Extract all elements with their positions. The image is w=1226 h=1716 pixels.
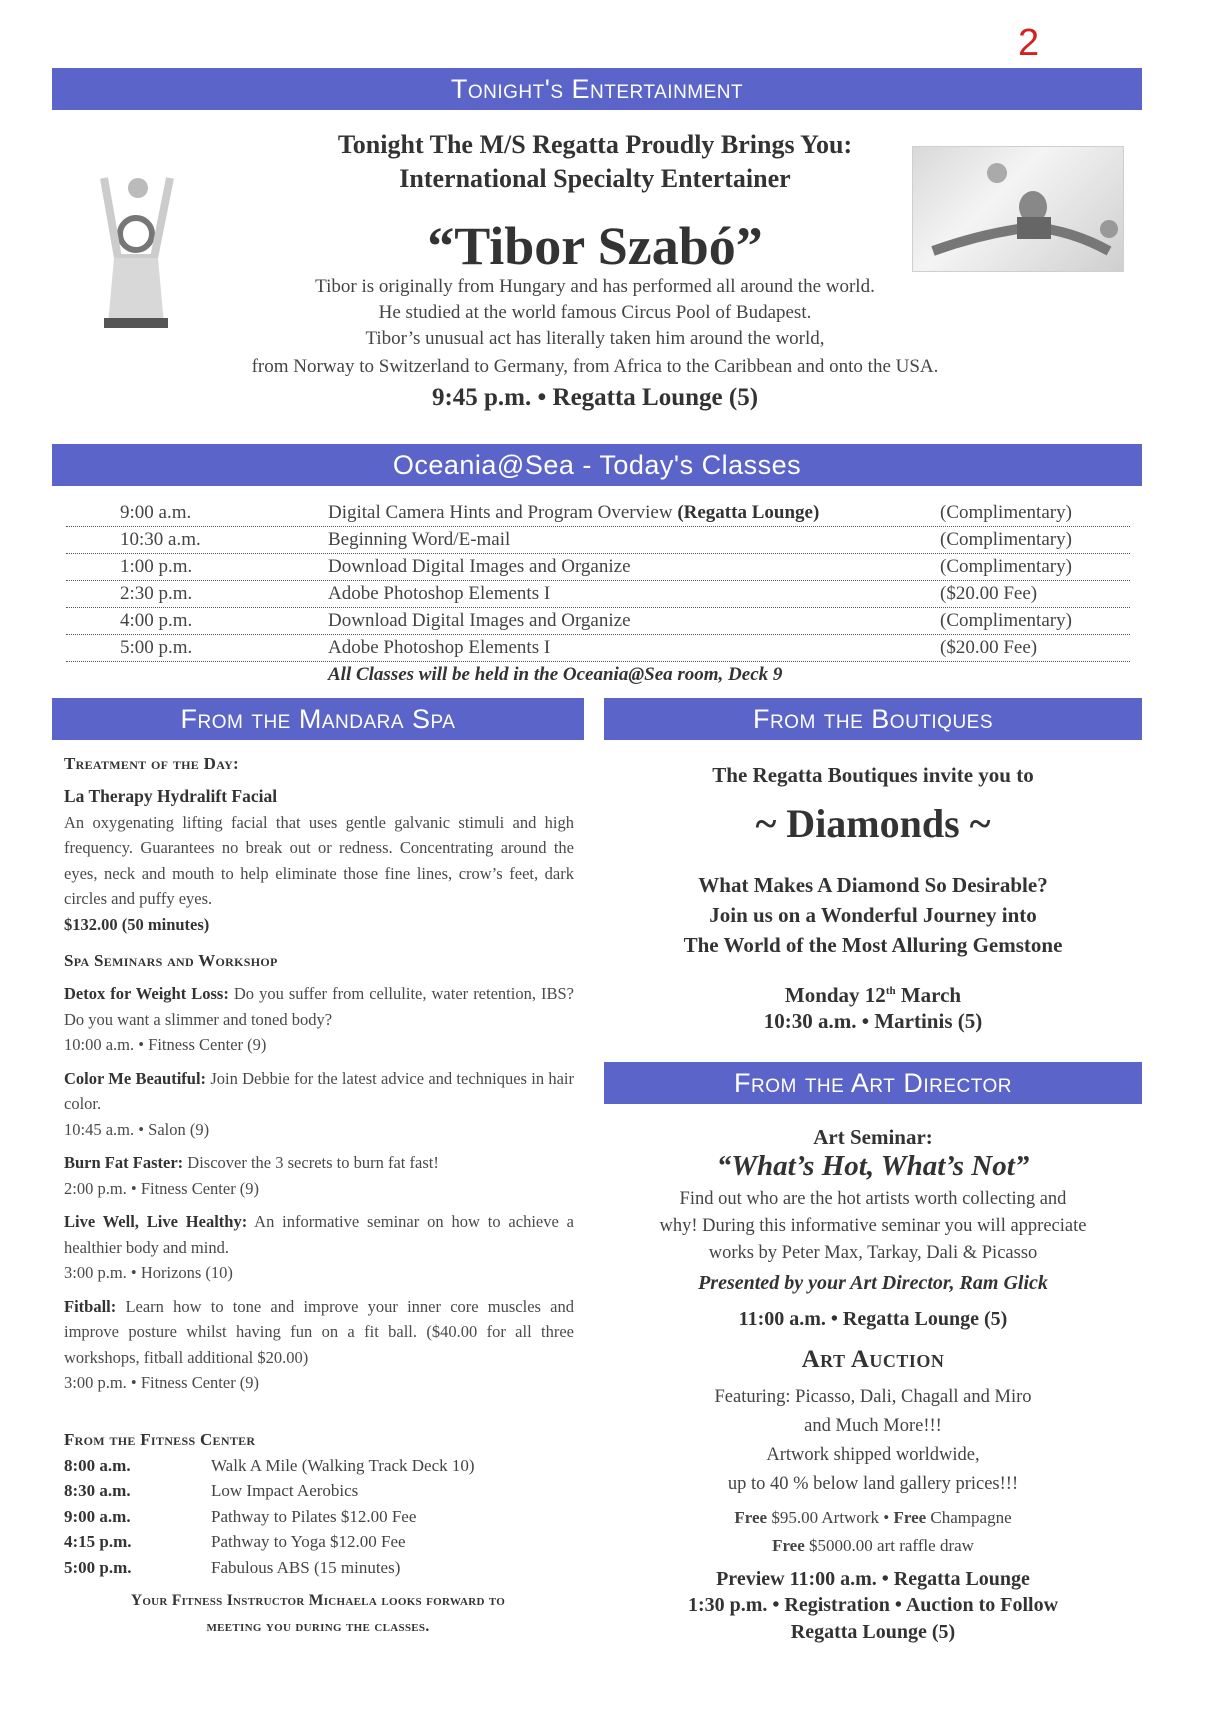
performer-bio-line: Tibor’s unusual act has literally taken him around the world,: [365, 328, 825, 349]
class-title: Adobe Photoshop Elements I: [328, 583, 551, 604]
page-number-mark: 2: [1018, 22, 1040, 64]
auction-line: and Much More!!!: [804, 1416, 942, 1436]
classes-header: Oceania@Sea - Today's Classes: [52, 444, 1142, 486]
seminar-item: [64, 981, 574, 1058]
art-seminar-label: Art Seminar:: [813, 1125, 933, 1149]
seminar-item: [64, 1066, 574, 1143]
class-fee: (Complimentary): [940, 529, 1072, 550]
fitness-heading: From the Fitness Center: [64, 1430, 256, 1449]
seminar-time: 2:00 p.m. • Fitness Center (9): [64, 1178, 260, 1198]
fitness-footer-line: meeting you during the classes.: [206, 1618, 430, 1635]
auction-free-offer: [604, 1504, 1142, 1531]
art-desc-line: works by Peter Max, Tarkay, Dali & Picasso: [708, 1243, 1038, 1263]
class-title: Beginning Word/E-mail: [328, 529, 511, 550]
free-champagne: Champagne: [926, 1508, 1012, 1527]
class-time: 1:00 p.m.: [120, 556, 193, 577]
fitness-row: [64, 1532, 564, 1557]
spa-header: From the Mandara Spa: [52, 698, 584, 740]
free-label: Free: [893, 1508, 927, 1527]
class-fee: ($20.00 Fee): [940, 583, 1038, 604]
seminars-heading: Spa Seminars and Workshop: [64, 951, 278, 970]
auction-location: Regatta Lounge (5): [790, 1621, 956, 1643]
class-fee: (Complimentary): [940, 502, 1072, 523]
art-desc-line: Find out who are the hot artists worth collecting and: [679, 1189, 1067, 1209]
seminar-label: Detox for Weight Loss:: [64, 984, 229, 1003]
seminar-desc: Discover the 3 secrets to burn fat fast!: [183, 1153, 439, 1172]
art-seminar-time: 11:00 a.m. • Regatta Lounge (5): [738, 1308, 1008, 1330]
free-label: Free: [772, 1536, 805, 1555]
free-label: Free: [734, 1508, 768, 1527]
class-title: Download Digital Images and Organize: [328, 556, 631, 577]
seminar-label: Fitball:: [64, 1296, 117, 1316]
boutiques-line: What Makes A Diamond So Desirable?: [698, 873, 1048, 897]
fitness-row: [64, 1481, 564, 1506]
fitness-row: [64, 1507, 564, 1532]
fitness-desc: Walk A Mile (Walking Track Deck 10): [211, 1456, 475, 1475]
seminar-item: [64, 1209, 574, 1286]
class-fee: (Complimentary): [940, 556, 1072, 577]
seminar-time: 3:00 p.m. • Fitness Center (9): [64, 1373, 260, 1392]
auction-line: Featuring: Picasso, Dali, Chagall and Miro: [714, 1387, 1032, 1407]
tonight-subtitle: International Specialty Entertainer: [399, 164, 791, 193]
boutiques-line: Join us on a Wonderful Journey into: [709, 903, 1037, 927]
class-title: Download Digital Images and Organize: [328, 610, 631, 631]
show-time: 9:45 p.m. • Regatta Lounge (5): [431, 384, 759, 411]
class-row: [66, 581, 1130, 608]
tonight-header: Tonight's Entertainment: [52, 68, 1142, 110]
class-time: 5:00 p.m.: [120, 637, 193, 658]
seminar-label: Live Well, Live Healthy:: [64, 1212, 248, 1231]
seminar-desc: An informative seminar on how to achieve a healthier body and mind.: [64, 1212, 574, 1257]
seminar-label: Burn Fat Faster:: [64, 1153, 184, 1172]
class-time: 10:30 a.m.: [120, 529, 201, 550]
treatment-description: An oxygenating lifting facial that uses gentle galvanic stimuli and high frequency. Guarantees no break out or redness. Concentrating around the eyes, neck and mouth to help eliminate those fine lines, crow’s feet, dark circles and puffy eyes.: [64, 812, 574, 908]
date-month: March: [895, 983, 962, 1007]
fitness-desc: Pathway to Pilates $12.00 Fee: [211, 1507, 417, 1526]
art-desc-line: why! During this informative seminar you will appreciate: [659, 1216, 1087, 1236]
class-location: (Regatta Lounge): [677, 502, 820, 523]
fitness-desc: Pathway to Yoga $12.00 Fee: [211, 1532, 406, 1551]
art-presenter: Presented by your Art Director, Ram Glick: [698, 1272, 1048, 1294]
seminar-time: 10:45 a.m. • Salon (9): [64, 1119, 210, 1139]
boutiques-line: The World of the Most Alluring Gemstone: [683, 933, 1063, 957]
fitness-row: [64, 1456, 564, 1481]
art-header: From the Art Director: [604, 1062, 1142, 1104]
fitness-desc: Fabulous ABS (15 minutes): [211, 1558, 401, 1577]
seminar-desc: Learn how to tone and improve your inner core muscles and improve posture whilst having fun on a fit ball. ($40.00 for all three workshops, fitball additional $20.00): [64, 1296, 574, 1367]
auction-line: Artwork shipped worldwide,: [766, 1445, 980, 1465]
class-row: [66, 554, 1130, 581]
boutiques-date: [604, 976, 1142, 1010]
auction-line: up to 40 % below land gallery prices!!!: [727, 1474, 1019, 1494]
fitness-time: 4:15 p.m.: [64, 1532, 132, 1551]
auction-registration: 1:30 p.m. • Registration • Auction to Follow: [687, 1594, 1059, 1616]
treatment-price: $132.00 (50 minutes): [64, 914, 210, 934]
fitness-time: 9:00 a.m.: [64, 1507, 131, 1526]
class-title-text: Digital Camera Hints and Program Overview: [328, 502, 673, 523]
seminar-time: 3:00 p.m. • Horizons (10): [64, 1263, 233, 1282]
class-row: [66, 527, 1130, 554]
performer-bio-line: from Norway to Switzerland to Germany, from Africa to the Caribbean and onto the USA.: [251, 356, 939, 377]
free-artwork: $95.00 Artwork •: [767, 1508, 894, 1527]
class-fee: (Complimentary): [940, 610, 1072, 631]
fitness-time: 8:30 a.m.: [64, 1481, 131, 1500]
class-time: 4:00 p.m.: [120, 610, 193, 631]
date-day: Monday 12: [784, 983, 886, 1007]
class-row: [66, 608, 1130, 635]
art-seminar-title: “What’s Hot, What’s Not”: [716, 1150, 1030, 1182]
class-row: [66, 635, 1130, 662]
auction-heading: Art Auction: [801, 1346, 945, 1373]
diamonds-title: ~ Diamonds ~: [755, 801, 991, 846]
class-title: [328, 502, 819, 524]
seminar-label: Color Me Beautiful:: [64, 1068, 207, 1088]
boutiques-header: From the Boutiques: [604, 698, 1142, 740]
performer-name: “Tibor Szabó”: [427, 216, 763, 276]
seminar-item: [64, 1294, 574, 1396]
performer-bio-line: He studied at the world famous Circus Pool of Budapest.: [378, 302, 812, 323]
treatment-heading: Treatment of the Day:: [64, 754, 240, 773]
treatment-name: La Therapy Hydralift Facial: [64, 786, 278, 806]
boutiques-time: 10:30 a.m. • Martinis (5): [763, 1009, 983, 1033]
class-row: [66, 500, 1130, 527]
class-fee: ($20.00 Fee): [940, 637, 1038, 658]
auction-raffle-offer: [604, 1532, 1142, 1559]
date-suffix-sup: th: [885, 985, 896, 997]
seminar-desc: Do you suffer from cellulite, water retention, IBS? Do you want a slimmer and toned body?: [64, 984, 574, 1029]
fitness-time: 8:00 a.m.: [64, 1456, 131, 1475]
auction-preview: Preview 11:00 a.m. • Regatta Lounge: [716, 1568, 1030, 1590]
fitness-footer-line: Your Fitness Instructor Michaela looks forward to: [130, 1592, 506, 1609]
fitness-time: 5:00 p.m.: [64, 1558, 132, 1577]
boutiques-invite: The Regatta Boutiques invite you to: [712, 763, 1034, 787]
tonight-intro-line: Tonight The M/S Regatta Proudly Brings You:: [337, 130, 853, 159]
performer-bio-line: Tibor is originally from Hungary and has performed all around the world.: [315, 276, 875, 297]
seminar-item: [64, 1150, 574, 1201]
class-time: 9:00 a.m.: [120, 502, 192, 523]
class-time: 2:30 p.m.: [120, 583, 193, 604]
spa-content: [64, 754, 574, 1396]
classes-location-note: All Classes will be held in the Oceania@Sea room, Deck 9: [328, 664, 783, 685]
fitness-row: [64, 1558, 564, 1583]
seminar-time: 10:00 a.m. • Fitness Center (9): [64, 1035, 267, 1054]
fitness-desc: Low Impact Aerobics: [211, 1481, 359, 1500]
class-title: Adobe Photoshop Elements I: [328, 637, 551, 658]
free-raffle: $5000.00 art raffle draw: [804, 1536, 974, 1555]
seminar-desc: Join Debbie for the latest advice and techniques in hair color.: [64, 1068, 574, 1113]
